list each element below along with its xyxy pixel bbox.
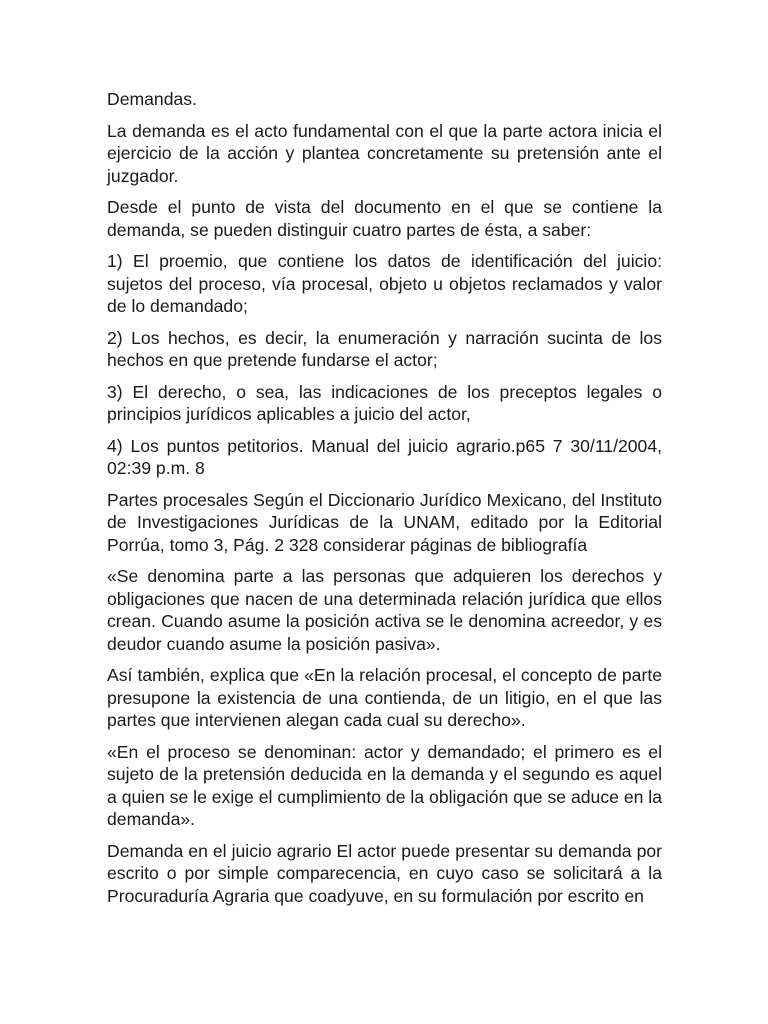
body-paragraph: La demanda es el acto fundamental con el que la parte actora inicia el ejercicio de la acción y plantea concretamente su pretensión ante el juzgador.	[107, 120, 662, 186]
body-paragraph: Así también, explica que «En la relación procesal, el concepto de parte presupone la existencia de una contienda, de un litigio, en el que las partes que intervienen alegan cada cual su derecho».	[107, 665, 662, 730]
body-paragraph: Demanda en el juicio agrario El actor puede presentar su demanda por escrito o por simple comparecencia, en cuyo caso se solicitará a la Procuraduría Agraria que coadyuve, en su formulación por escrito en	[107, 840, 662, 906]
body-paragraph: Partes procesales Según el Diccionario Jurídico Mexicano, del Instituto de Investigaciones Jurídicas de la UNAM, editado por la Editorial Porrúa, tomo 3, Pág. 2 328 considerar páginas de bibliografía	[107, 489, 662, 555]
body-paragraph: 3) El derecho, o sea, las indicaciones de los preceptos legales o principios jurídicos aplicables a juicio del actor,	[107, 381, 662, 424]
body-paragraph: «En el proceso se denominan: actor y demandado; el primero es el sujeto de la pretensión deducida en la demanda y el segundo es aquel a quien se le exige el cumplimiento de la obligación que se aduce en la demanda».	[107, 741, 662, 829]
body-paragraph: 2) Los hechos, es decir, la enumeración y narración sucinta de los hechos en que pretende fundarse el actor;	[107, 327, 662, 370]
document-body	[107, 88, 662, 907]
body-paragraph: 4) Los puntos petitorios. Manual del juicio agrario.p65 7 30/11/2004, 02:39 p.m. 8	[107, 435, 662, 478]
heading-paragraph: Demandas.	[107, 89, 197, 109]
body-paragraph: 1) El proemio, que contiene los datos de identificación del juicio: sujetos del proceso, vía procesal, objeto u objetos reclamados y valor de lo demandado;	[107, 251, 662, 316]
body-paragraph: «Se denomina parte a las personas que adquieren los derechos y obligaciones que nacen de una determinada relación jurídica que ellos crean. Cuando asume la posición activa se le denomina acreedor, y es deudor cuando asume la posición pasiva».	[107, 566, 662, 654]
body-paragraph: Desde el punto de vista del documento en el que se contiene la demanda, se pueden distinguir cuatro partes de ésta, a saber:	[107, 197, 662, 240]
